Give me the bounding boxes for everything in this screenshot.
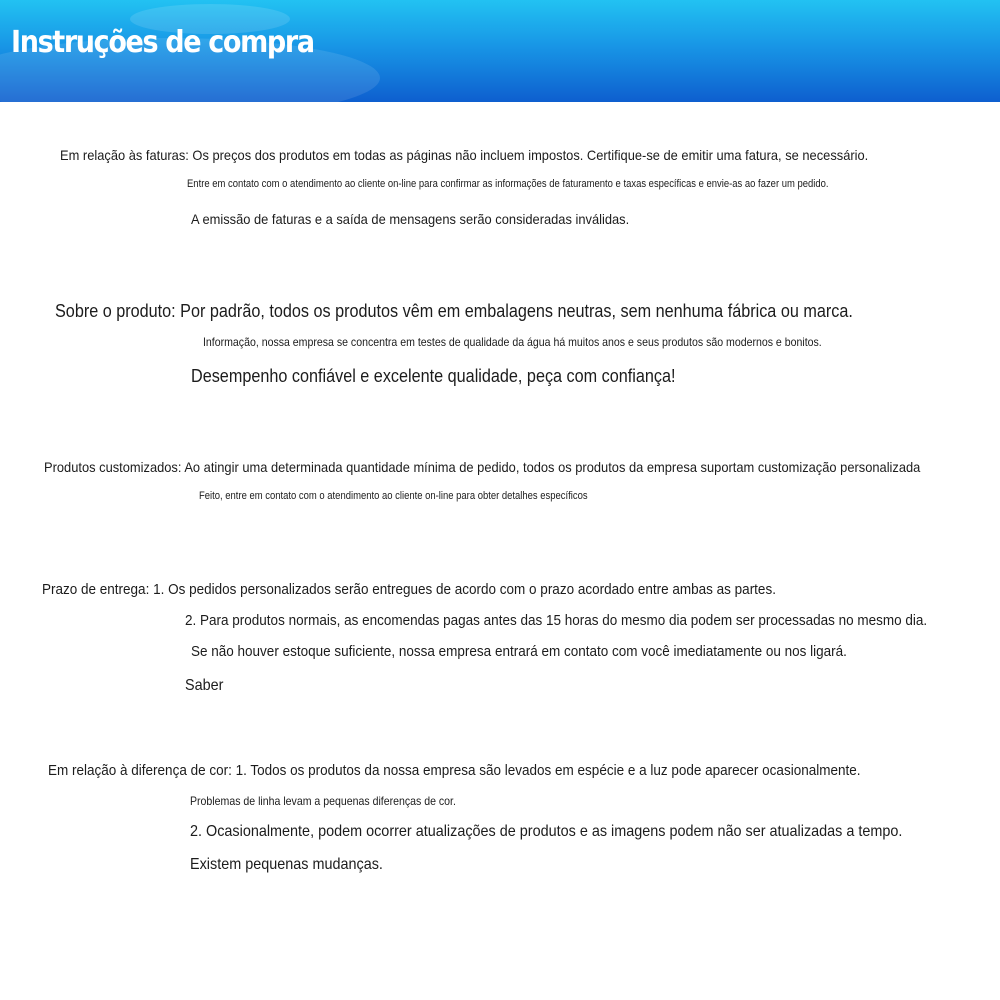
custom-line-2: Feito, entre em contato com o atendimento ao cliente on-line para obter detalhes específicos [199,490,588,502]
header-banner [0,0,1000,102]
page-title: Instruções de compra [11,25,314,60]
color-line-2: Problemas de linha levam a pequenas diferenças de cor. [190,794,456,808]
delivery-line-2: 2. Para produtos normais, as encomendas pagas antes das 15 horas do mesmo dia podem ser processadas no mesmo dia. [185,612,928,629]
invoices-line-2: Entre em contato com o atendimento ao cliente on-line para confirmar as informações de faturamento e taxas específicas e envie-as ao fazer um pedido. [187,178,829,190]
product-line-2: Informação, nossa empresa se concentra em testes de qualidade da água há muitos anos e seus produtos são modernos e bonitos. [203,335,822,349]
color-line-4: Existem pequenas mudanças. [190,856,383,873]
invoices-line-1: Em relação às faturas: Os preços dos produtos em todas as páginas não incluem impostos. Certifique-se de emitir uma fatura, se necessário. [60,147,869,163]
product-line-3: Desempenho confiável e excelente qualidade, peça com confiança! [191,366,676,386]
delivery-line-1: Prazo de entrega: 1. Os pedidos personalizados serão entregues de acordo com o prazo acordado entre ambas as partes. [42,581,776,598]
color-line-3: 2. Ocasionalmente, podem ocorrer atualizações de produtos e as imagens podem não ser atualizadas a tempo. [190,823,903,840]
delivery-line-4: Saber [185,677,224,694]
product-line-1: Sobre o produto: Por padrão, todos os produtos vêm em embalagens neutras, sem nenhuma fábrica ou marca. [55,301,853,321]
color-line-1: Em relação à diferença de cor: 1. Todos os produtos da nossa empresa são levados em espécie e a luz pode aparecer ocasionalmente. [48,762,861,779]
invoices-line-3: A emissão de faturas e a saída de mensagens serão consideradas inválidas. [191,211,630,227]
custom-line-1: Produtos customizados: Ao atingir uma determinada quantidade mínima de pedido, todos os produtos da empresa suportam customização personalizada [44,459,921,475]
delivery-line-3: Se não houver estoque suficiente, nossa empresa entrará em contato com você imediatamente ou nos ligará. [191,643,847,660]
